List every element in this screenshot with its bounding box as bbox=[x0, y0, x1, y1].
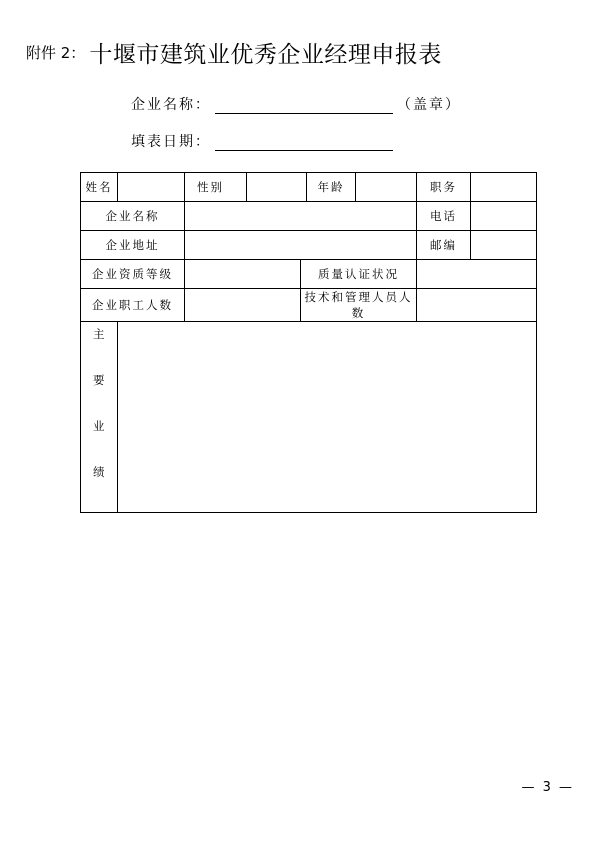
tech-mgmt-count-label-cell: 技术和管理人员人数 bbox=[301, 289, 417, 322]
fill-date-label: 填表日期： bbox=[131, 134, 211, 150]
table-row bbox=[81, 202, 537, 231]
seal-note: （盖章） bbox=[397, 97, 461, 113]
page-title: 十堰市建筑业优秀企业经理申报表 bbox=[89, 42, 442, 68]
page-number: — 3 — bbox=[521, 780, 574, 795]
company-address-label-cell: 企业地址 bbox=[81, 231, 185, 260]
quality-cert-label-cell: 质量认证状况 bbox=[301, 260, 417, 289]
tech-mgmt-count-value-cell[interactable] bbox=[417, 289, 537, 322]
achievements-value-cell[interactable] bbox=[118, 322, 537, 513]
company-name-line[interactable] bbox=[215, 99, 393, 114]
staff-count-value-cell[interactable] bbox=[185, 289, 301, 322]
postcode-value-cell[interactable] bbox=[471, 231, 537, 260]
application-form-table bbox=[80, 172, 537, 513]
table-row bbox=[81, 289, 537, 322]
table-row bbox=[81, 260, 537, 289]
table-row bbox=[81, 322, 537, 513]
table-row bbox=[81, 173, 537, 202]
attachment-label: 附件 2： bbox=[26, 44, 86, 62]
qualification-value-cell[interactable] bbox=[185, 260, 301, 289]
name-label-cell: 姓名 bbox=[81, 173, 118, 202]
achievements-char: 业 bbox=[93, 419, 107, 433]
fill-date-row bbox=[131, 131, 393, 151]
position-value-cell[interactable] bbox=[471, 173, 537, 202]
table-row bbox=[81, 231, 537, 260]
gender-value-cell[interactable] bbox=[247, 173, 307, 202]
phone-label-cell: 电话 bbox=[417, 202, 471, 231]
age-value-cell[interactable] bbox=[356, 173, 417, 202]
age-label-cell: 年龄 bbox=[307, 173, 356, 202]
position-label-cell: 职务 bbox=[417, 173, 471, 202]
phone-value-cell[interactable] bbox=[471, 202, 537, 231]
company-name-label-cell: 企业名称 bbox=[81, 202, 185, 231]
header bbox=[26, 36, 442, 70]
achievements-label-cell bbox=[81, 322, 118, 513]
company-address-value-cell[interactable] bbox=[185, 231, 417, 260]
quality-cert-value-cell[interactable] bbox=[417, 260, 537, 289]
achievements-char: 绩 bbox=[93, 465, 107, 479]
fill-date-line[interactable] bbox=[215, 136, 393, 151]
achievements-char: 主 bbox=[93, 327, 107, 341]
company-name-row bbox=[131, 94, 461, 114]
gender-label-cell: 性别 bbox=[185, 173, 247, 202]
company-name-value-cell[interactable] bbox=[185, 202, 417, 231]
company-name-label: 企业名称： bbox=[131, 97, 211, 113]
staff-count-label-cell: 企业职工人数 bbox=[81, 289, 185, 322]
name-value-cell[interactable] bbox=[118, 173, 185, 202]
qualification-label-cell: 企业资质等级 bbox=[81, 260, 185, 289]
postcode-label-cell: 邮编 bbox=[417, 231, 471, 260]
achievements-char: 要 bbox=[93, 373, 107, 387]
